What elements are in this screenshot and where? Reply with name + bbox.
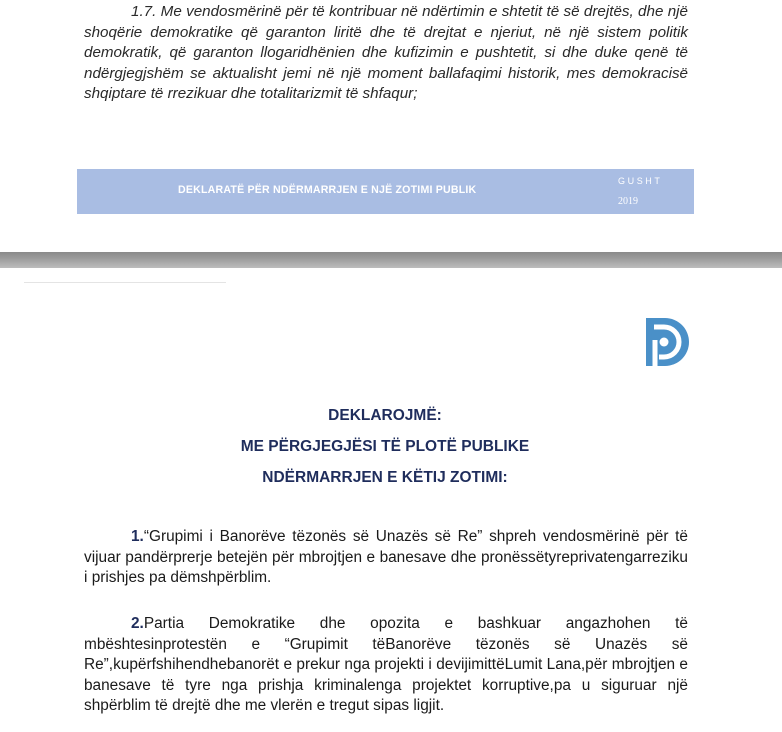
document-page-2 — [0, 268, 782, 732]
heading-responsibility: ME PËRGJEGJËSI TË PLOTË PUBLIKE — [240, 438, 530, 455]
commitment-paragraph-1 — [84, 527, 688, 589]
paragraph-text: Partia Demokratike dhe opozita e bashkuar angazhohen të mbështesinprotestën e “Grupimit tëBanorëve tëzonës së Unazës së Re”,kupërfshihendhebanorët e prekur nga projekti i devijimittëLumit Lana,për mbrojtjen e banesave të tyre nga prishja kriminalenga projektet korruptive,pa u siguruar një shpërblim të drejtë dhe me vlerën e tregut sipas ligjit. — [84, 615, 688, 715]
heading-declare: DEKLAROJMË: — [328, 407, 442, 424]
party-logo-icon — [643, 315, 689, 369]
footer-month: GUSHT — [618, 176, 663, 186]
document-page-1 — [0, 0, 782, 252]
header-rule — [24, 282, 226, 283]
footer-year: 2019 — [618, 196, 638, 207]
paragraph-number: 1. — [131, 528, 144, 545]
heading-commitment: NDËRMARRJEN E KËTIJ ZOTIMI: — [262, 469, 508, 486]
paragraph-number: 2. — [131, 615, 144, 632]
footer-title: DEKLARATË PËR NDËRMARRJEN E NJË ZOTIMI PUBLIK — [178, 184, 477, 196]
commitment-paragraph-2 — [84, 614, 688, 717]
paragraph-1-7 — [84, 2, 688, 105]
page-footer-band — [77, 169, 694, 214]
paragraph-number: 1.7. — [131, 3, 157, 20]
paragraph-text: “Grupimi i Banorëve tëzonës së Unazës së Re” shpreh vendosmërinë për të vijuar pandërprerje betejën për mbrojtjen e banesave dhe pronëssëtyreprivatengarreziku i prishjes pa dëmshpërblim. — [84, 528, 688, 587]
paragraph-text: Me vendosmërinë për të kontribuar në ndërtimin e shtetit të së drejtës, dhe një shoqërie demokratike që garanton liritë dhe të drejtat e njeriut, në një sistem politik demokratik, që garanton llogaridhënien dhe kufizimin e pushtetit, si dhe duke qenë të ndërgjegjshëm se aktualisht jemi në një moment ballafaqimi historik, mes demokracisë shqiptare të rrezikuar dhe totalitarizmit të shfaqur; — [84, 3, 688, 102]
page-separator — [0, 252, 782, 268]
